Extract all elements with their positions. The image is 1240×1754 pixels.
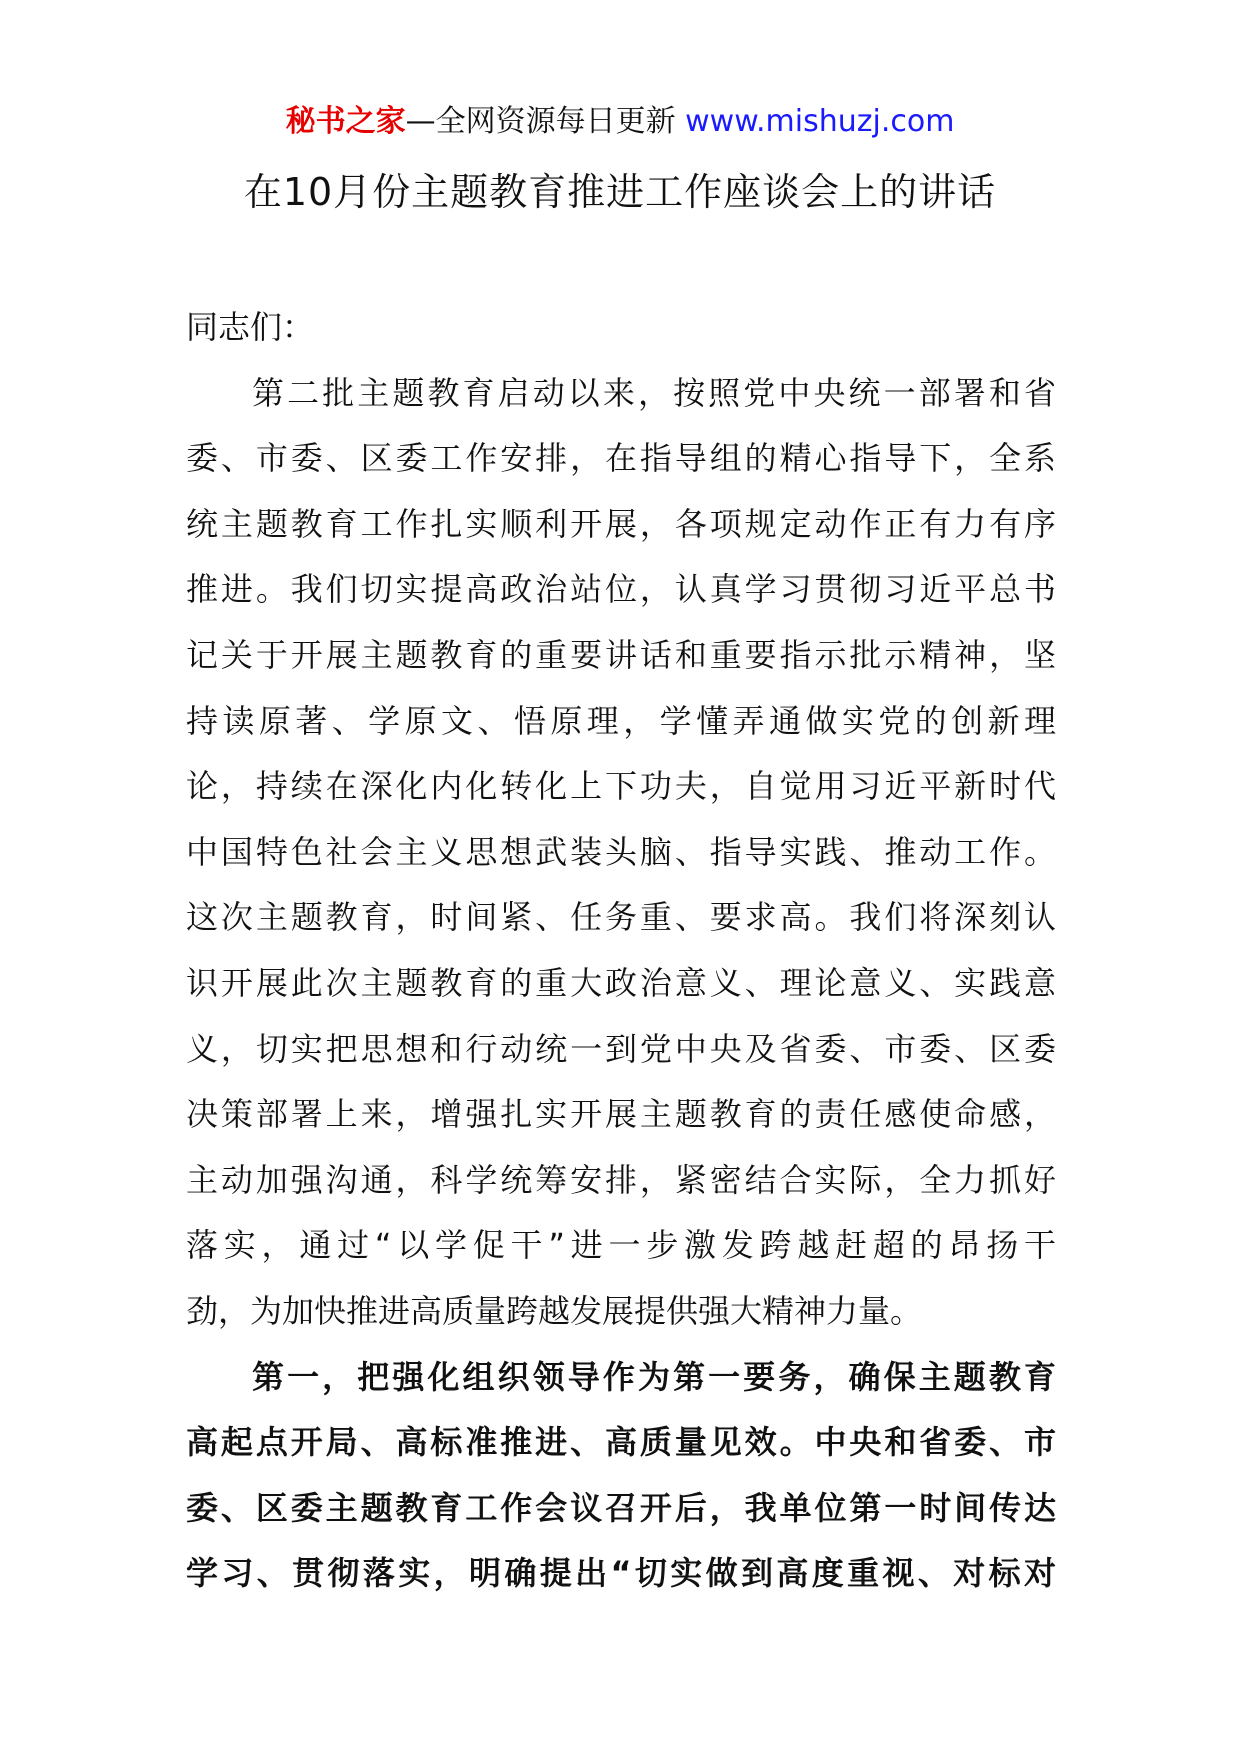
paragraph-line: 记关于开展主题教育的重要讲话和重要指示批示精神，坚 <box>186 635 1056 674</box>
brand-name: 秘书之家 <box>285 104 406 139</box>
paragraph-line: 识开展此次主题教育的重大政治意义、理论意义、实践意 <box>186 963 1056 1002</box>
paragraph-line: 这次主题教育，时间紧、任务重、要求高。我们将深刻认 <box>186 898 1056 937</box>
paragraph-line: 主动加强沟通，科学统筹安排，紧密结合实际，全力抓好 <box>186 1160 1056 1199</box>
paragraph-line: 高起点开局、高标准推进、高质量见效。中央和省委、市 <box>186 1423 1056 1462</box>
paragraph-line: 落实，通过“以学促干”进一步激发跨越赶超的昂扬干 <box>186 1226 1056 1265</box>
paragraph-2 <box>186 1345 1056 1607</box>
paragraph-line: 学习、贯彻落实，明确提出“切实做到高度重视、对标对 <box>186 1554 1056 1593</box>
paragraph-line: 决策部署上来，增强扎实开展主题教育的责任感使命感， <box>186 1095 1056 1134</box>
site-url-link[interactable]: www.mishuzj.com <box>685 104 955 139</box>
salutation: 同志们： <box>186 308 315 346</box>
paragraph-1 <box>186 361 1056 1345</box>
paragraph-line: 推进。我们切实提高政治站位，认真学习贯彻习近平总书 <box>186 570 1056 609</box>
paragraph-line: 中国特色社会主义思想武装头脑、指导实践、推动工作。 <box>186 832 1056 871</box>
paragraph-line: 劲，为加快推进高质量跨越发展提供强大精神力量。 <box>186 1291 923 1330</box>
paragraph-line: 委、市委、区委工作安排，在指导组的精心指导下，全系 <box>186 439 1056 478</box>
paragraph-line: 第二批主题教育启动以来，按照党中央统一部署和省 <box>252 373 1056 412</box>
site-header <box>0 102 1240 142</box>
paragraph-line: 论，持续在深化内化转化上下功夫，自觉用习近平新时代 <box>186 767 1056 806</box>
paragraph-line: 第一，把强化组织领导作为第一要务，确保主题教育 <box>252 1357 1056 1396</box>
paragraph-line: 委、区委主题教育工作会议召开后，我单位第一时间传达 <box>186 1488 1056 1527</box>
document-body <box>186 295 1056 1607</box>
site-slogan: —全网资源每日更新 <box>405 104 676 139</box>
document-title: 在10月份主题教育推进工作座谈会上的讲话 <box>243 170 997 214</box>
paragraph-line: 持读原著、学原文、悟原理，学懂弄通做实党的创新理 <box>186 701 1056 740</box>
paragraph-line: 统主题教育工作扎实顺利开展，各项规定动作正有力有序 <box>186 504 1056 543</box>
paragraph-line: 义，切实把思想和行动统一到党中央及省委、市委、区委 <box>186 1029 1056 1068</box>
